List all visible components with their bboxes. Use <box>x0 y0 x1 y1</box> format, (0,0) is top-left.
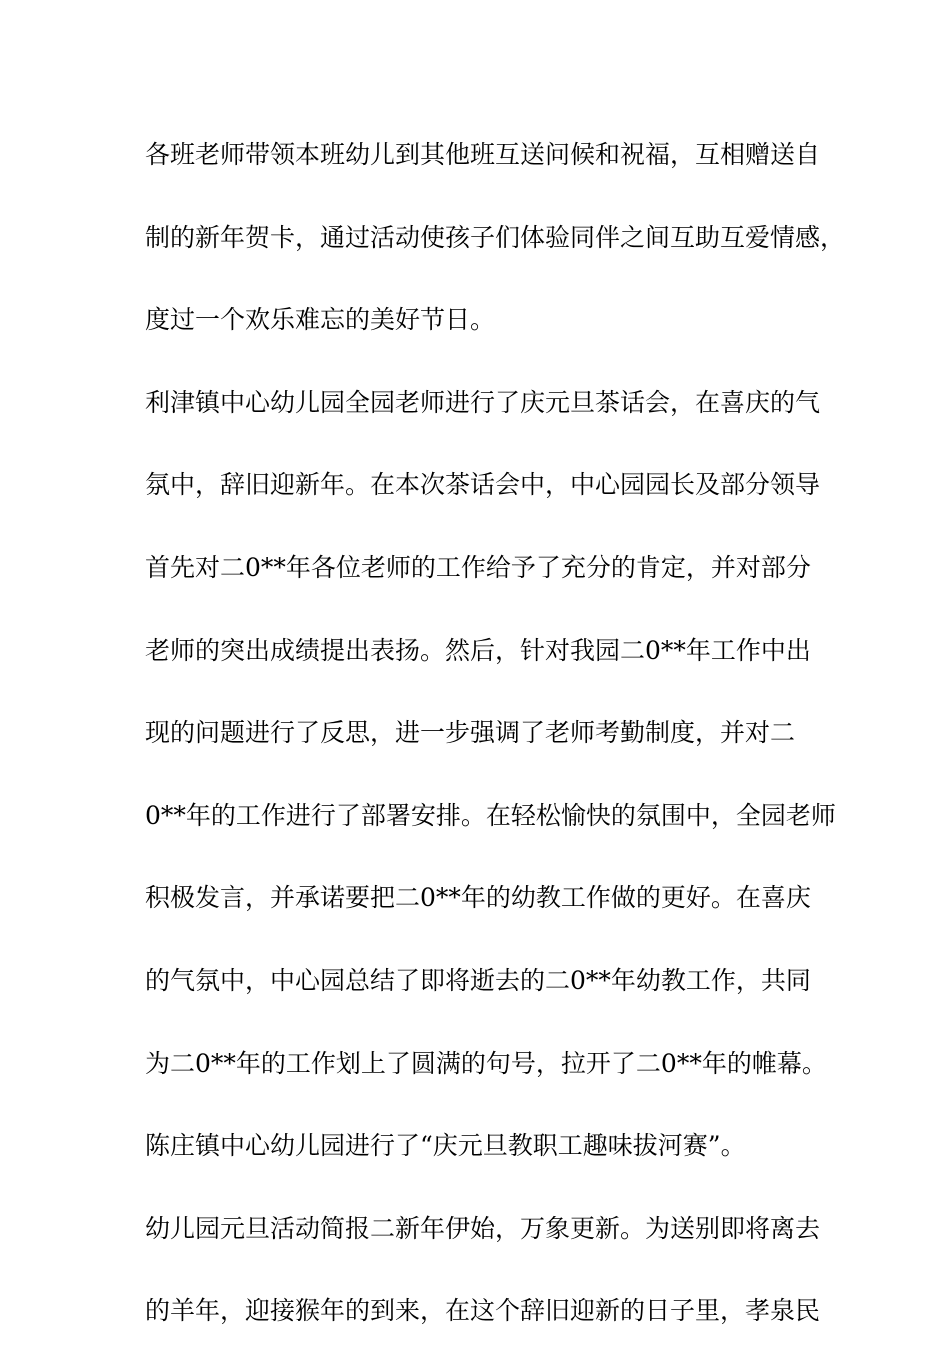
text-line-5: 氛中，辞旧迎新年。在本次茶话会中，中心园园长及部分领导 <box>145 470 821 500</box>
text-line-4: 利津镇中心幼儿园全园老师进行了庆元旦茶话会，在喜庆的气 <box>145 387 821 417</box>
text-line-13: 陈庄镇中心幼儿园进行了“庆元旦教职工趣味拔河赛”。 <box>145 1131 746 1161</box>
text-line-3: 度过一个欢乐难忘的美好节日。 <box>145 305 496 335</box>
text-line-12: 为二0**年的工作划上了圆满的句号，拉开了二0**年的帷幕。 <box>145 1048 827 1078</box>
text-line-8: 现的问题进行了反思，进一步强调了老师考勤制度，并对二 <box>145 718 796 748</box>
text-line-1: 各班老师带领本班幼儿到其他班互送问候和祝福，互相赠送自 <box>145 140 821 169</box>
text-line-10: 积极发言，并承诺要把二0**年的幼教工作做的更好。在喜庆 <box>145 883 811 913</box>
text-line-11: 的气氛中，中心园总结了即将逝去的二0**年幼教工作，共同 <box>145 965 811 995</box>
text-line-2: 制的新年贺卡，通过活动使孩子们体验同伴之间互助互爱情感， <box>145 222 846 252</box>
text-line-15: 的羊年，迎接猴年的到来，在这个辞旧迎新的日子里，孝泉民 <box>145 1296 821 1326</box>
text-line-7: 老师的突出成绩提出表扬。然后，针对我园二0**年工作中出 <box>145 635 811 665</box>
text-line-14: 幼儿园元旦活动简报二新年伊始，万象更新。为送别即将离去 <box>145 1213 821 1243</box>
text-line-6: 首先对二0**年各位老师的工作给予了充分的肯定，并对部分 <box>145 552 811 582</box>
text-line-9: 0**年的工作进行了部署安排。在轻松愉快的氛围中，全园老师 <box>145 800 836 830</box>
document-body <box>145 129 846 1368</box>
